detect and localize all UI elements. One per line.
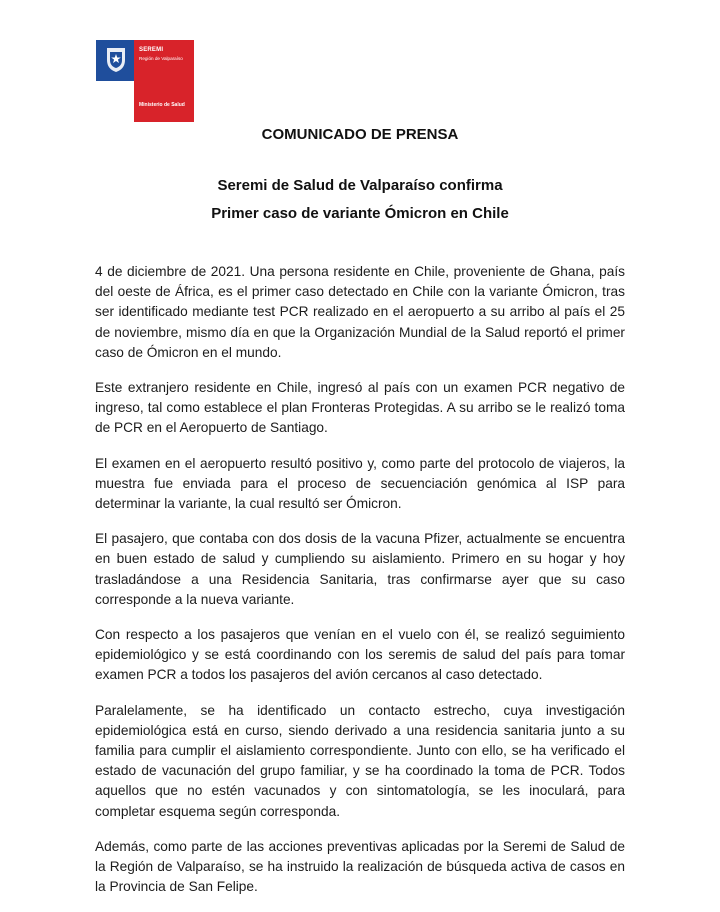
- seremi-logo: [96, 40, 194, 122]
- press-release-title: COMUNICADO DE PRENSA: [261, 126, 459, 143]
- coat-of-arms-icon: [104, 44, 128, 74]
- headline-line-2: Primer caso de variante Ómicron en Chile: [211, 205, 509, 222]
- logo-ministry-text: Ministerio de Salud: [139, 102, 185, 108]
- paragraph-6: Paralelamente, se ha identificado un contacto estrecho, cuya investigación epidemiológica está en curso, siendo derivado a una residencia sanitaria junto a su familia para cumplir el aislamiento correspondiente. Junto con ello, se ha verificado el estado de vacunación del grupo familiar, y se ha coordinado la toma de PCR. Todos aquellos que no estén vacunados y con sintomatología, se les inoculará, para completar esquema según corresponda.: [95, 702, 625, 819]
- paragraph-3: El examen en el aeropuerto resultó positivo y, como parte del protocolo de viajeros, la muestra fue enviada para el proceso de secuenciación genómica al ISP para determinar la variante, la cual resultó ser Ómicron.: [95, 455, 625, 512]
- article-body: [95, 262, 625, 912]
- headline-line-1: Seremi de Salud de Valparaíso confirma: [217, 177, 503, 194]
- logo-white-block: [96, 81, 134, 122]
- paragraph-1: 4 de diciembre de 2021. Una persona residente en Chile, proveniente de Ghana, país del oeste de África, es el primer caso detectado en Chile con la variante Ómicron, tras ser identificado mediante test PCR realizado en el aeropuerto a su arribo al país el 25 de noviembre, mismo día en que la Organización Mundial de la Salud reportó el primer caso de Ómicron en el mundo.: [95, 264, 625, 360]
- logo-region-text: Región de Valparaíso: [139, 56, 183, 61]
- logo-blue-block: [96, 40, 134, 81]
- paragraph-4: El pasajero, que contaba con dos dosis de la vacuna Pfizer, actualmente se encuentra en buen estado de salud y cumpliendo su aislamiento. Primero en su hogar y hoy trasladándose a una Residencia Sanitaria, tras confirmarse ayer que su caso corresponde a la nueva variante.: [95, 531, 625, 607]
- paragraph-7: Además, como parte de las acciones preventivas aplicadas por la Seremi de Salud de la Región de Valparaíso, se ha instruido la realización de búsqueda activa de casos en la Provincia de San Felipe.: [95, 838, 625, 895]
- paragraph-5: Con respecto a los pasajeros que venían en el vuelo con él, se realizó seguimiento epidemiológico y se está coordinando con los seremis de salud del país para tomar examen PCR a todos los pasajeros del avión cercanos al caso detectado.: [95, 627, 625, 683]
- paragraph-2: Este extranjero residente en Chile, ingresó al país con un examen PCR negativo de ingreso, tal como establece el plan Fronteras Protegidas. A su arribo se le realizó toma de PCR en el Aeropuerto de Santiago.: [95, 380, 625, 436]
- logo-seremi-text: SEREMI: [139, 47, 164, 53]
